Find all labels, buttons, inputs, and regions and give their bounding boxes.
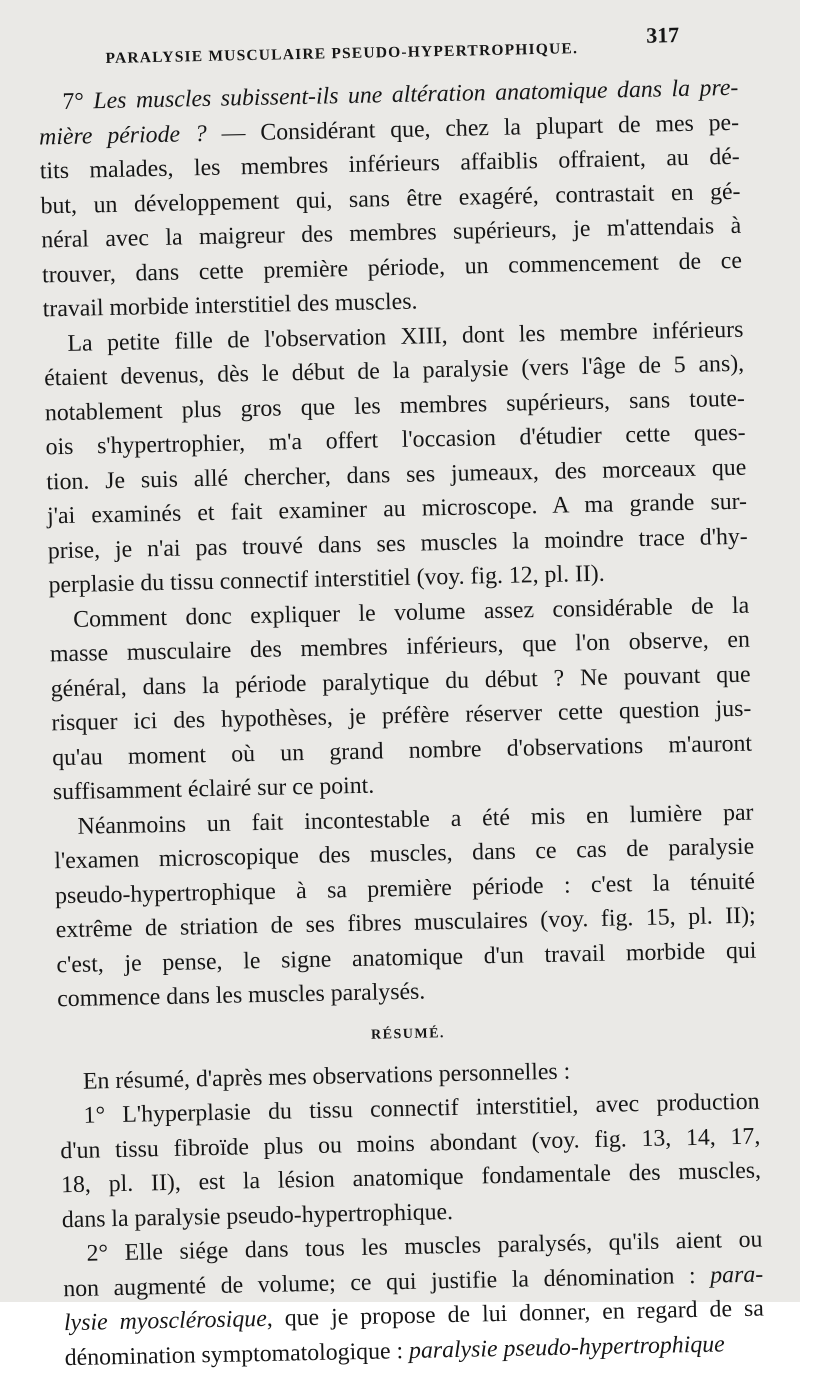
question-title-end: mière période ?: [38, 120, 208, 150]
text-line: 1° L'hyperplasie du tissu connectif interstitiel, avec production: [83, 1088, 760, 1129]
text-line: tits malades, les membres inférieurs affaiblis offraient, au dé-: [39, 143, 740, 185]
text-line: La petite fille de l'observation XIII, dont les membre inférieurs: [67, 316, 744, 357]
paragraph-volume-question: [49, 588, 753, 810]
italic-term: paralysie pseudo-hypertrophique: [408, 1330, 725, 1364]
text-line: perplasie du tissu connectif interstitiel (voy. fig. 12, pl. II).: [48, 560, 605, 599]
section-title-resume: RÉSUMÉ.: [370, 1025, 446, 1043]
text-line: 18, pl. II), est la lésion anatomique fondamentale des muscles,: [60, 1157, 762, 1199]
text-line: c'est, je pense, le signe anatomique d'un travail morbide qui: [56, 937, 757, 978]
text-span: non augmenté de volume; ce qui justifie la dénomination :: [63, 1262, 711, 1302]
text-line: pseudo-hypertrophique à sa première période : c'est la ténuité: [54, 868, 756, 909]
text-line: travail morbide interstitiel des muscles.: [42, 288, 418, 323]
text-line: trouver, dans cette première période, un commencement de ce: [41, 247, 743, 288]
text-line: extrême de striation de ses fibres musculaires (voy. fig. 15, pl. II);: [55, 902, 756, 944]
text-line: qu'au moment où un grand nombre d'observations m'auront: [51, 730, 753, 771]
body-text: [38, 71, 765, 1375]
text-line: but, un développement qui, sans être exagéré, contrastait en gé-: [40, 178, 741, 219]
text-line: risquer ici des hypothèses, je préfère réserver cette question jus-: [51, 695, 752, 737]
text-line: Néanmoins un fait incontestable a été mis en lumière par: [77, 799, 754, 840]
italic-term: para-: [709, 1261, 764, 1289]
text-span: dénomination symptomatologique :: [64, 1337, 410, 1371]
resume-point-2: [62, 1223, 765, 1376]
text-line: dans la paralysie pseudo-hypertrophique.: [61, 1198, 454, 1233]
text-line: étaient devenus, dès le début de la paralysie (vers l'âge de 5 ans),: [43, 350, 745, 392]
text-line: d'un tissu fibroïde plus ou moins abondant (voy. fig. 13, 14, 17,: [60, 1123, 761, 1164]
paragraph-question-7: [38, 71, 743, 327]
paragraph-observation-xiii: [43, 312, 749, 603]
running-head: PARALYSIE MUSCULAIRE PSEUDO-HYPERTROPHIQUE.: [105, 40, 579, 68]
text-line: 2° Elle siége dans tous les muscles paralysés, qu'ils aient ou: [86, 1226, 763, 1267]
text-line: tion. Je suis allé chercher, dans ses jumeaux, des morceaux que: [46, 454, 747, 495]
text-line: notablement plus gros que les membres supérieurs, sans toute-: [44, 385, 746, 426]
paragraph-microscopic-fact: [53, 795, 757, 1017]
text-span: — Considérant que, chez la plupart de mes pe-: [206, 109, 740, 147]
text-line: Comment donc expliquer le volume assez considérable de la: [72, 592, 750, 633]
text-line: suffisamment éclairé sur ce point.: [52, 772, 375, 806]
question-number: 7°: [62, 88, 85, 115]
text-line: néral avec la maigreur des membres supérieurs, je m'attendais à: [41, 212, 742, 254]
text-line: commence dans les muscles paralysés.: [56, 978, 426, 1013]
text-line: masse musculaire des membres inférieurs, que l'on observe, en: [49, 626, 751, 668]
text-line: prise, je n'ai pas trouvé dans ses muscles la moindre trace d'hy-: [47, 523, 748, 564]
resume-point-1: [59, 1085, 762, 1238]
text-line: En résumé, d'après mes observations personnelles :: [82, 1058, 571, 1095]
page-number: 317: [645, 22, 680, 48]
question-title: Les muscles subissent-ils une altération anatomique dans la pre-: [93, 74, 739, 115]
italic-term: lysie myosclérosique: [63, 1305, 268, 1337]
text-line: général, dans la période paralytique du début ? Ne pouvant que: [50, 661, 751, 702]
text-line: ois s'hypertrophier, m'a offert l'occasion d'étudier cette ques-: [45, 419, 746, 461]
text-line: l'examen microscopique des muscles, dans ce cas de paralysie: [54, 833, 755, 875]
text-line: j'ai examinés et fait examiner au microscope. A ma grande sur-: [46, 488, 748, 530]
text-span: , que je propose de lui donner, en regard de sa: [266, 1295, 765, 1332]
